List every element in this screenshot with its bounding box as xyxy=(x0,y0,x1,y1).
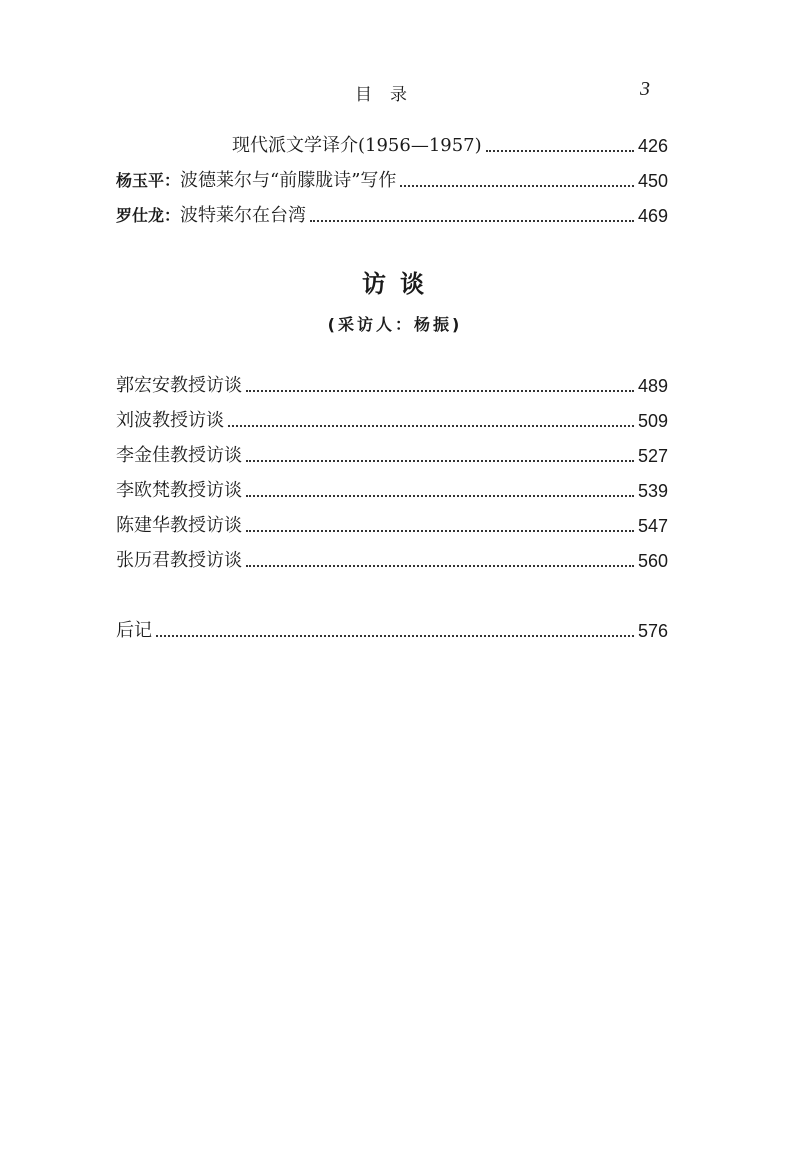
entry-page: 547 xyxy=(637,516,668,536)
toc-entry[interactable] xyxy=(116,438,668,468)
toc-entry[interactable] xyxy=(116,368,668,398)
toc-entry-afterword[interactable] xyxy=(116,613,668,643)
entry-page: 469 xyxy=(637,206,668,226)
entry-title: 现代派文学译介(1956—1957) xyxy=(232,135,482,156)
toc-entry[interactable] xyxy=(116,403,668,433)
toc-entry[interactable] xyxy=(116,508,668,538)
running-header xyxy=(0,80,790,104)
entry-title: 李欧梵教授访谈 xyxy=(116,480,242,501)
section-subtitle: (采访人：杨振) xyxy=(327,315,463,334)
entry-author: 杨玉平： xyxy=(116,171,181,190)
entry-page: 509 xyxy=(637,411,668,431)
entry-page: 426 xyxy=(637,136,668,156)
dot-leader xyxy=(246,390,634,392)
dot-leader xyxy=(400,185,634,187)
section-title: 访谈 xyxy=(362,270,438,298)
toc-entry[interactable] xyxy=(232,128,668,158)
entry-title: 刘波教授访谈 xyxy=(116,410,224,431)
dot-leader xyxy=(486,150,634,152)
entry-author: 罗仕龙： xyxy=(116,206,181,225)
toc-entry[interactable] xyxy=(116,473,668,503)
entry-page: 527 xyxy=(637,446,668,466)
entry-page: 576 xyxy=(637,621,668,641)
dot-leader xyxy=(246,460,634,462)
dot-leader xyxy=(156,635,634,637)
entry-title: 陈建华教授访谈 xyxy=(116,515,242,536)
toc-entry[interactable] xyxy=(116,163,668,193)
dot-leader xyxy=(228,425,634,427)
dot-leader xyxy=(246,530,634,532)
entry-title: 李金佳教授访谈 xyxy=(116,445,242,466)
entry-page: 489 xyxy=(637,376,668,396)
entry-title: 波特莱尔在台湾 xyxy=(180,205,307,226)
entry-page: 450 xyxy=(637,171,668,191)
dot-leader xyxy=(246,565,634,567)
dot-leader xyxy=(310,220,634,222)
header-title: 目录 xyxy=(355,85,425,105)
entry-title: 张历君教授访谈 xyxy=(116,550,242,571)
entry-page: 560 xyxy=(637,551,668,571)
dot-leader xyxy=(246,495,634,497)
entry-page: 539 xyxy=(637,481,668,501)
entry-title: 波德莱尔与“前朦胧诗”写作 xyxy=(180,170,397,191)
toc-entry[interactable] xyxy=(116,198,668,228)
entry-title: 郭宏安教授访谈 xyxy=(116,375,242,396)
page-number: 3 xyxy=(640,78,650,100)
entry-title: 后记 xyxy=(116,620,152,641)
toc-entry[interactable] xyxy=(116,543,668,573)
